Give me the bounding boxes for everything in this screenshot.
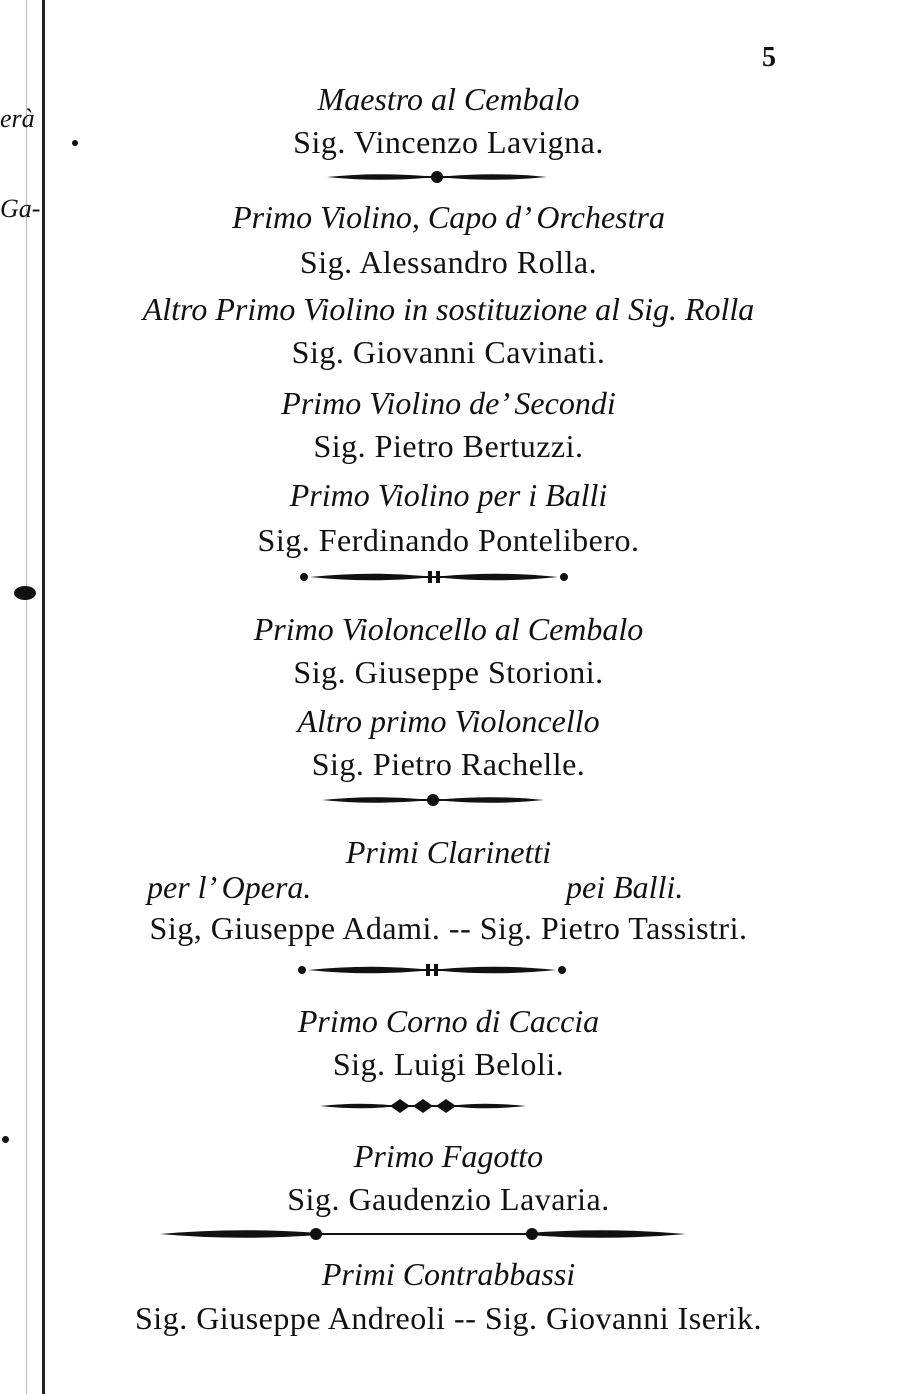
ornament-divider xyxy=(320,790,546,810)
role-title: Primo Corno di Caccia xyxy=(297,1003,600,1039)
person-name: Sig. Vincenzo Lavigna. xyxy=(293,124,604,160)
person-name: Sig, Giuseppe Adami. -- Sig. Pietro Tassistri. xyxy=(149,910,748,946)
role-title: Primo Violino per i Balli xyxy=(289,477,608,513)
page-number: 5 xyxy=(762,42,776,73)
person-name: Sig. Ferdinando Pontelibero. xyxy=(257,522,640,558)
person-name: Sig. Luigi Beloli. xyxy=(332,1046,565,1082)
person-name: Sig. Gaudenzio Lavaria. xyxy=(287,1181,610,1217)
person-name: Sig. Pietro Bertuzzi. xyxy=(313,428,584,464)
person-name: Sig. Alessandro Rolla. xyxy=(299,244,598,280)
person-name: Sig. Giovanni Cavinati. xyxy=(291,334,606,370)
role-title: Primi Contrabbassi xyxy=(321,1256,576,1292)
role-title: Primo Violoncello al Cembalo xyxy=(253,611,644,647)
person-name: Sig. Giuseppe Storioni. xyxy=(293,654,604,690)
role-title: Primi Clarinetti xyxy=(345,834,552,870)
margin-fragment: Ga- xyxy=(0,194,41,223)
ornament-divider xyxy=(298,567,570,587)
role-title: Primo Violino, Capo d’ Orchestra xyxy=(232,199,665,235)
ornament-divider xyxy=(325,167,549,187)
margin-mark xyxy=(14,586,36,600)
margin-fragment: erà xyxy=(0,104,35,133)
person-name: Sig. Pietro Rachelle. xyxy=(311,746,586,782)
ornament-divider xyxy=(318,1096,528,1116)
ornament-divider xyxy=(296,960,568,980)
ornament-divider xyxy=(158,1224,688,1244)
role-title: Primo Violino de’ Secondi xyxy=(281,385,616,421)
role-title: Altro Primo Violino in sostituzione al Sig. Rolla xyxy=(142,291,755,327)
role-title: Maestro al Cembalo xyxy=(317,81,580,117)
role-title: Altro primo Violoncello xyxy=(297,703,600,739)
sub-role-left: per l’ Opera. xyxy=(147,869,312,905)
sub-role-right: pei Balli. xyxy=(566,869,684,905)
role-title: Primo Fagotto xyxy=(353,1138,544,1174)
person-name: Sig. Giuseppe Andreoli -- Sig. Giovanni Iserik. xyxy=(135,1300,762,1336)
